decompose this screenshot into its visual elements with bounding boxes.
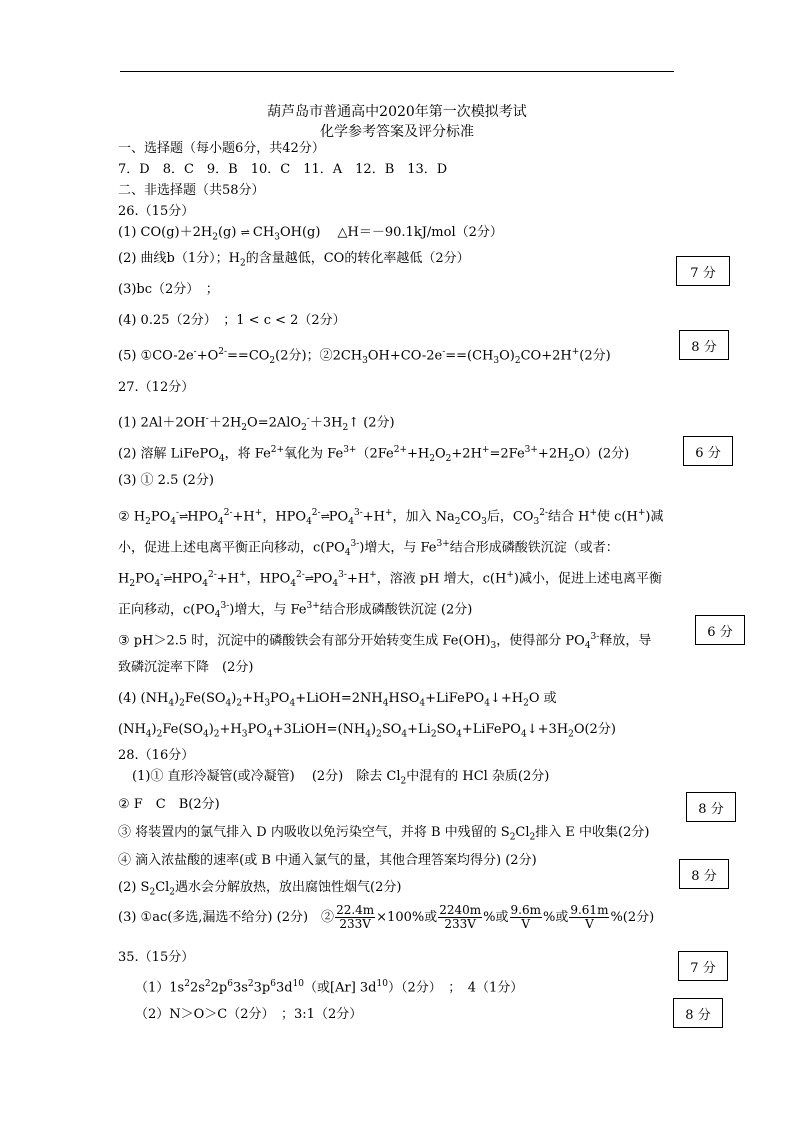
- q35-line1: $(1)1s^22s^22p^63s^23p^63d^{10}$（或[Ar] $3d^{10})(2$分） ； 4（1分）: [135, 979, 524, 996]
- q28-line3: ③ 将装置内的氯气排入 D 内吸收以免污染空气，并将 B 中残留的 $S_2Cl_2$排入 E 中收集(2分): [118, 825, 650, 843]
- equilibrium-arrow-icon: ⇌: [304, 572, 314, 586]
- equilibrium-arrow-icon: ⇌: [179, 510, 188, 524]
- score-box-6b: 6 分: [695, 615, 745, 645]
- q27-line5: 小，促进上述电离平衡正向移动，$c(PO_4^{3-})$增大，与 $Fe^{3+}$结合形成磷酸铁沉淀（或者：: [118, 539, 619, 558]
- q27-label: 27.（12分）: [118, 380, 195, 395]
- q26-line3: (3)bc（2分） ；: [118, 282, 219, 297]
- equilibrium-arrow-icon: ⇌: [163, 572, 172, 586]
- score-box-6: 6 分: [683, 436, 733, 466]
- choice-answers: 7．D 8．C 9．B 10．C 11．A 12．B 13．D: [118, 162, 448, 177]
- q26-line5: (5) ①CO-$2e^-+O^{2-}==CO_2(2$分)；$②2CH_3OH+CO-2e^-==(CH_3O)_2CO+2H^+(2$分): [118, 347, 611, 366]
- score-box-7b: 7 分: [678, 951, 728, 981]
- score-box-8d: 8 分: [673, 998, 723, 1028]
- q28-line4: ④ 滴入浓盐酸的速率(或 B 中通入氯气的量，其他合理答案均得分) (2分): [118, 853, 537, 868]
- q27-line8: ③ pH＞2.5 时，沉淀中的磷酸铁会有部分开始转变生成 $Fe(OH)_3$，使得部分 $PO_4^{3-}$释放，导: [118, 632, 652, 651]
- fraction-2: $\frac{2240m}{233V}$: [439, 903, 482, 931]
- equilibrium-arrow-icon: ⇌: [320, 510, 329, 524]
- q28-line5: (2) $S_2Cl_2$遇水会分解放热，放出腐蚀性烟气(2分): [118, 880, 402, 898]
- q26-line1: (1) $CO(g)+2H_2(g)$ ⇌ $CH_3OH(g)$ △H＝－90.1kJ/mol（2分）: [118, 225, 503, 243]
- q26-line2: (2) 曲线b（1分）；$H_2$的含量越低，CO的转化率越低（2分）: [118, 251, 470, 269]
- q28-line6: (3) ①ac(多选,漏选不给分) (2分) ② $\frac{22.4m}{233V}$ ×100%或 $\frac{2240m}{233V}$ %或 $\frac{9.6m}{V}$ %或 $\frac{9.61m}{V}$ %(2分): [118, 903, 655, 931]
- q35-label: 35.（15分）: [118, 950, 195, 965]
- score-box-8b: 8 分: [686, 792, 736, 822]
- q27-line9: 致磷沉淀率下降 (2分): [118, 660, 254, 675]
- page-subtitle: 化学参考答案及评分标准: [320, 124, 474, 140]
- q27-line10: (4) $(NH_4)_2Fe(SO_4)_2+H_3PO_4+LiOH=2NH_4HSO_4+LiFePO_4↓+H_2O$ 或: [118, 691, 557, 709]
- q27-line1: (1) $2Al+2OH^-+2H_2O=2AlO_2^-+3H_2↑$ (2分): [118, 414, 395, 433]
- score-box-8: 8 分: [679, 330, 729, 360]
- q35-line2: （2）N＞O＞C（2分） ；3:1（2分）: [135, 1007, 363, 1022]
- q27-line3: (3) ① 2.5 (2分): [118, 473, 214, 488]
- section1-heading: 一、选择题（每小题6分，共42分）: [118, 141, 325, 156]
- q27-line2: (2) 溶解 LiFePO$_4$，将 $Fe^{2+}$氧化为 $Fe^{3+}(2Fe^{2+}+H_2O_2+2H^+=2Fe^{3+}+2H_2O)(2$分): [118, 445, 630, 464]
- q27-line7: 正向移动，$c(PO_4^{3-})$增大，与 $Fe^{3+}$结合形成磷酸铁沉淀 (2分): [118, 601, 473, 620]
- q28-label: 28.（16分）: [118, 748, 195, 763]
- score-box-8c: 8 分: [679, 859, 729, 889]
- header-rule: [120, 71, 674, 72]
- page-title: 葫芦岛市普通高中2020年第一次模拟考试: [267, 104, 527, 120]
- q28-line1: (1)① 直形冷凝管(或冷凝管) (2分) 除去 $Cl_2$中混有的 HCl 杂质(2分): [132, 769, 550, 787]
- q28-line2: ② F C B(2分): [118, 797, 220, 812]
- equilibrium-arrow-icon: ⇌: [240, 226, 249, 239]
- section2-heading: 二、非选择题（共58分）: [118, 183, 265, 198]
- q26-label: 26.（15分）: [118, 204, 195, 219]
- score-box-7: 7 分: [676, 256, 730, 286]
- q27-line6: $H_2PO_4^-\rightleftharpoons HPO_4^{2-}+H^+$，$HPO_4^{2-}\rightleftharpoons PO_4^{3-}+H^+$，溶液 pH 增大，c(H+)减小，促进上述电离平衡: [118, 570, 662, 589]
- fraction-4: $\frac{9.61m}{V}$: [570, 903, 609, 931]
- fraction-1: $\frac{22.4m}{233V}$: [336, 903, 375, 931]
- q27-line4: ② $H_2PO_4^-\rightleftharpoons HPO_4^{2-}+H^+$，$HPO_4^{2-}\rightleftharpoons PO_4^{3-}+H^+$，加入 $Na_2CO_3$后，$CO_3^{2-}$结合 H+使 c(H+)减: [118, 508, 664, 527]
- q27-line11: $(NH_4)_2Fe(SO_4)_2+H_3PO_4+3LiOH=(NH_4)_2SO_4+Li_2SO_4+LiFePO_4↓+3H_2O(2$分): [118, 722, 616, 740]
- q26-line4: (4) 0.25（2分） ；1 < c < 2（2分）: [118, 313, 346, 328]
- fraction-3: $\frac{9.6m}{V}$: [510, 903, 541, 931]
